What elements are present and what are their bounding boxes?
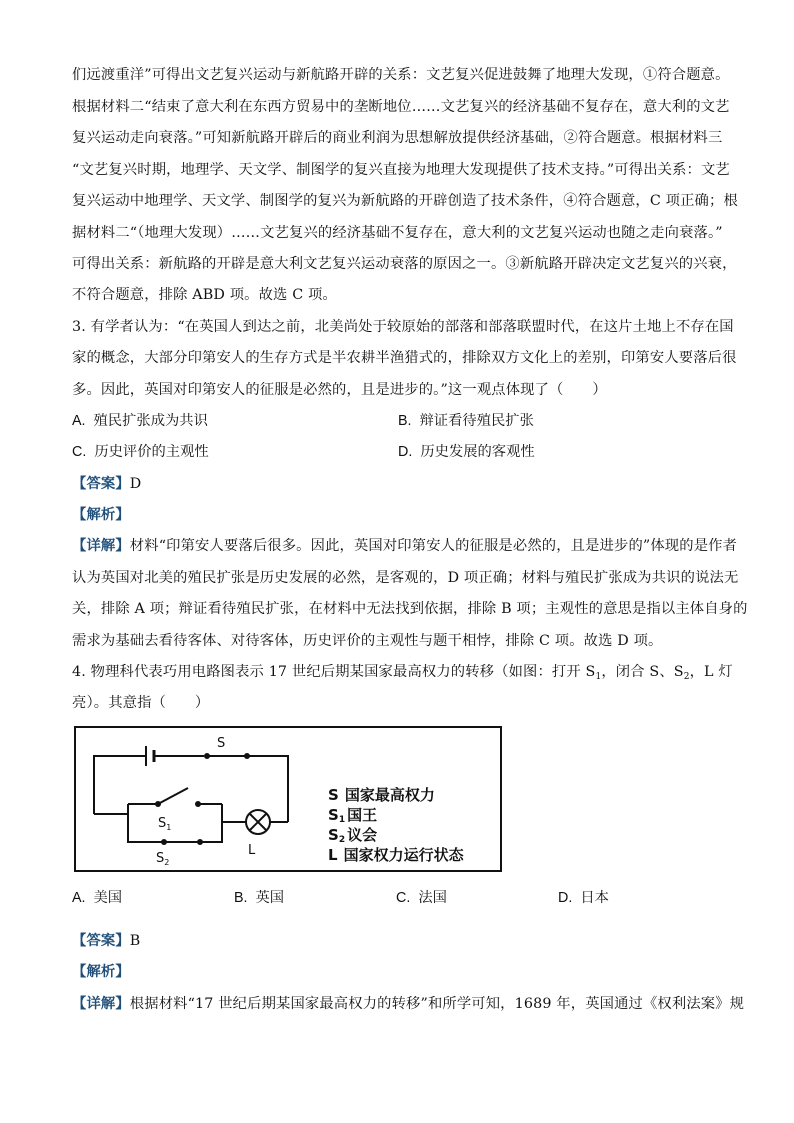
answer-value: B — [129, 933, 141, 949]
stem-text: 4. 物理科代表巧用电路图表示 17 世纪后期某国家最高权力的转移（如图：打开 S — [72, 664, 596, 680]
question-4-stem: 亮）。其意指（ ） — [72, 695, 210, 711]
circuit-diagram — [74, 726, 502, 872]
legend-item: L 国家权力运行状态 — [328, 846, 464, 864]
option-text: 辩证看待殖民扩张 — [419, 413, 534, 429]
answer-value: D — [129, 476, 142, 492]
detail-text: 材料“印第安人要落后很多。因此，英国对印第安人的征服是必然的，且是进步的”体现的是作者 — [129, 538, 738, 554]
q3-detail-line: 关，排除 A 项；辩证看待殖民扩张，在材料中无法找到依据，排除 B 项；主观性的意思是指以主体自身的 — [72, 601, 748, 617]
passage-line: 可得出关系：新航路的开辟是意大利文艺复兴运动衰落的原因之一。③新航路开辟决定文艺复兴的兴衰， — [72, 256, 737, 272]
lamp-label: L — [248, 843, 256, 858]
option-key: B. — [234, 890, 248, 906]
question-3-stem: 3. 有学者认为：“在英国人到达之前，北美尚处于较原始的部落和部落联盟时代，在这片土地上不存在国 — [72, 319, 734, 335]
stem-text: ，L 灯 — [689, 664, 733, 680]
q4-detail-line — [72, 994, 745, 1014]
passage-line: 复兴运动走向衰落。”可知新航路开辟后的商业利润为思想解放提供经济基础，②符合题意。根据材料三 — [72, 130, 723, 146]
q4-answer — [72, 931, 732, 951]
switch-s-label: S — [217, 736, 226, 751]
option-text: 美国 — [93, 890, 123, 906]
legend-item: S2 议会 — [328, 826, 378, 845]
legend-item: S1 国王 — [328, 806, 378, 825]
option-text: 殖民扩张成为共识 — [93, 413, 208, 429]
passage-line: 复兴运动中地理学、天文学、制图学的复兴为新航路的开辟创造了技术条件，④符合题意，C 项正确；根 — [72, 193, 738, 209]
passage-line: 根据材料二“结束了意大利在东西方贸易中的垄断地位……文艺复兴的经济基础不复存在，意大利的文艺 — [72, 99, 730, 115]
passage-line: 据材料二“（地理大发现）……文艺复兴的经济基础不复存在，意大利的文艺复兴运动也随之走向衰落。” — [72, 225, 723, 241]
option-key: A. — [72, 413, 86, 429]
option-key: D. — [398, 444, 413, 460]
legend-item: S 国家最高权力 — [328, 786, 435, 804]
q3-detail-line: 需求为基础去看待客体、对待客体，历史评价的主观性与题干相悖，排除 C 项。故选 D 项。 — [72, 633, 663, 649]
q4-option-c — [396, 888, 447, 908]
q4-option-d — [558, 888, 609, 908]
passage-line: 不符合题意，排除 ABD 项。故选 C 项。 — [72, 287, 337, 303]
option-text: 历史评价的主观性 — [94, 444, 209, 460]
q4-option-a — [72, 888, 122, 908]
q3-option-b — [398, 411, 534, 431]
passage-line: 们远渡重洋”可得出文艺复兴运动与新航路开辟的关系：文艺复兴促进鼓舞了地理大发现，①符合题意。 — [72, 67, 730, 83]
detail-label: 【详解】 — [72, 538, 130, 554]
q3-detail-line — [72, 536, 738, 556]
switch-s2-label: $S_2$ — [156, 851, 170, 867]
detail-label: 【详解】 — [72, 996, 130, 1012]
q3-option-a — [72, 411, 208, 431]
q3-answer — [72, 474, 732, 494]
switch-s1-label: $S_1$ — [158, 816, 172, 832]
option-key: C. — [72, 444, 87, 460]
option-text: 历史发展的客观性 — [420, 444, 535, 460]
subscript: 1 — [595, 672, 602, 682]
q3-analysis — [72, 505, 732, 525]
analysis-label: 【解析】 — [72, 964, 130, 980]
q4-analysis — [72, 962, 732, 982]
stem-text: ，闭合 S、S — [601, 664, 684, 680]
answer-label: 【答案】 — [72, 476, 130, 492]
q4-option-b — [234, 888, 284, 908]
analysis-label: 【解析】 — [72, 507, 130, 523]
option-text: 法国 — [418, 890, 447, 906]
answer-label: 【答案】 — [72, 933, 130, 949]
option-key: B. — [398, 413, 412, 429]
q3-option-c — [72, 442, 209, 462]
detail-text: 根据材料“17 世纪后期某国家最高权力的转移”和所学可知，1689 年，英国通过《权利法案》规 — [129, 996, 745, 1012]
question-4-stem — [72, 662, 732, 687]
q3-detail-line: 认为英国对北美的殖民扩张是历史发展的必然，是客观的，D 项正确；材料与殖民扩张成为共识的说法无 — [72, 570, 739, 586]
question-3-stem: 家的概念，大部分印第安人的生存方式是半农耕半渔猎式的，排除双方文化上的差别，印第安人要落后很 — [72, 350, 737, 366]
subscript: 2 — [683, 672, 690, 682]
option-text: 英国 — [255, 890, 285, 906]
option-key: A. — [72, 890, 86, 906]
option-text: 日本 — [580, 890, 609, 906]
option-key: C. — [396, 890, 411, 906]
question-3-stem: 多。因此，英国对印第安人的征服是必然的，且是进步的。”这一观点体现了（ ） — [72, 382, 607, 398]
option-key: D. — [558, 890, 573, 906]
passage-line: “文艺复兴时期，地理学、天文学、制图学的复兴直接为地理大发现提供了技术支持。”可得出关系：文艺 — [72, 162, 730, 178]
q3-option-d — [398, 442, 535, 462]
